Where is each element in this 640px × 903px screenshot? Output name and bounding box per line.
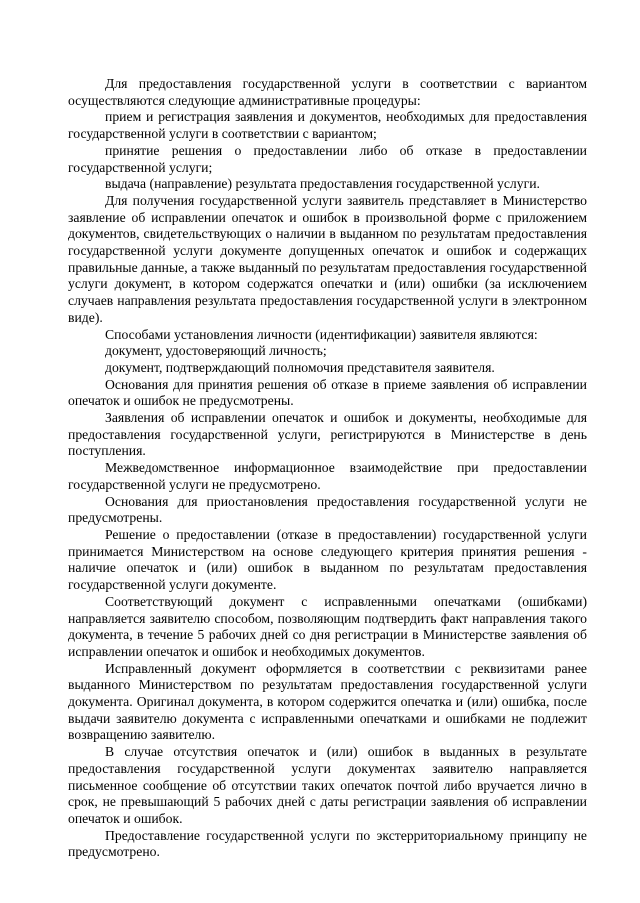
- paragraph: документ, подтверждающий полномочия представителя заявителя.: [105, 359, 495, 375]
- paragraph: Заявления об исправлении опечаток и ошибок и документы, необходимые для предоставления государственной услуги, регистрируются в Министерстве в день поступления.: [68, 410, 587, 459]
- paragraph: выдача (направление) результата предоставления государственной услуги.: [105, 176, 540, 192]
- paragraph: Межведомственное информационное взаимодействие при предоставлении государственной услуги не предусмотрено.: [68, 460, 587, 492]
- paragraph: Решение о предоставлении (отказе в предоставлении) государственной услуги принимается Министерством на основе следующего критерия принятия решения - наличие опечаток и (или) ошибок в выданном по результатам предоставления государственной услуги документе.: [68, 526, 587, 593]
- paragraph: Исправленный документ оформляется в соответствии с реквизитами ранее выданного Министерством по результатам предоставления государственной услуги документа. Оригинал документа, в котором содержится опечатка и (или) ошибка, после выдачи заявителю документа с исправленными опечатками и ошибками не подлежит возвращению заявителю.: [68, 660, 587, 743]
- paragraph: документ, удостоверяющий личность;: [105, 343, 327, 359]
- document-page: [68, 76, 587, 861]
- paragraph: прием и регистрация заявления и документов, необходимых для предоставления государственной услуги в соответствии с вариантом;: [68, 109, 587, 142]
- paragraph: Предоставление государственной услуги по экстерриториальному принципу не предусмотрено.: [68, 827, 587, 860]
- paragraph: Соответствующий документ с исправленными опечатками (ошибками) направляется заявителю способом, позволяющим подтвердить факт направления такого документа, в течение 5 рабочих дней со дня регистрации в Министерстве заявления об исправлении опечаток и ошибок и необходимых документов.: [68, 593, 587, 659]
- paragraph: В случае отсутствия опечаток и (или) ошибок в выданных в результате предоставления государственной услуги документах заявителю направляется письменное сообщение об отсутствии таких опечаток почтой либо вручается лично в срок, не превышающий 5 рабочих дней с даты регистрации заявления об исправлении опечаток и ошибок.: [68, 744, 587, 826]
- paragraph: Для предоставления государственной услуги в соответствии с вариантом осуществляются следующие административные процедуры:: [68, 76, 587, 108]
- paragraph: Основания для принятия решения об отказе в приеме заявления об исправлении опечаток и ошибок не предусмотрены.: [68, 376, 587, 409]
- paragraph: Способами установления личности (идентификации) заявителя являются:: [105, 326, 538, 342]
- paragraph: Для получения государственной услуги заявитель представляет в Министерство заявление об исправлении опечаток и ошибок в произвольной форме с приложением документов, свидетельствующих о наличии в выданном по результатам предоставления государственной услуги документе допущенных опечаток и ошибок и содержащих правильные данные, а также выданный по результатам предоставления государственной услуги документ, в котором содержатся опечатки и (или) ошибки (за исключением случаев направления результата предоставления государственной услуги в электронном виде).: [68, 192, 587, 325]
- paragraph: принятие решения о предоставлении либо об отказе в предоставлении государственной услуги;: [68, 142, 587, 175]
- paragraph: Основания для приостановления предоставления государственной услуги не предусмотрены.: [68, 493, 587, 526]
